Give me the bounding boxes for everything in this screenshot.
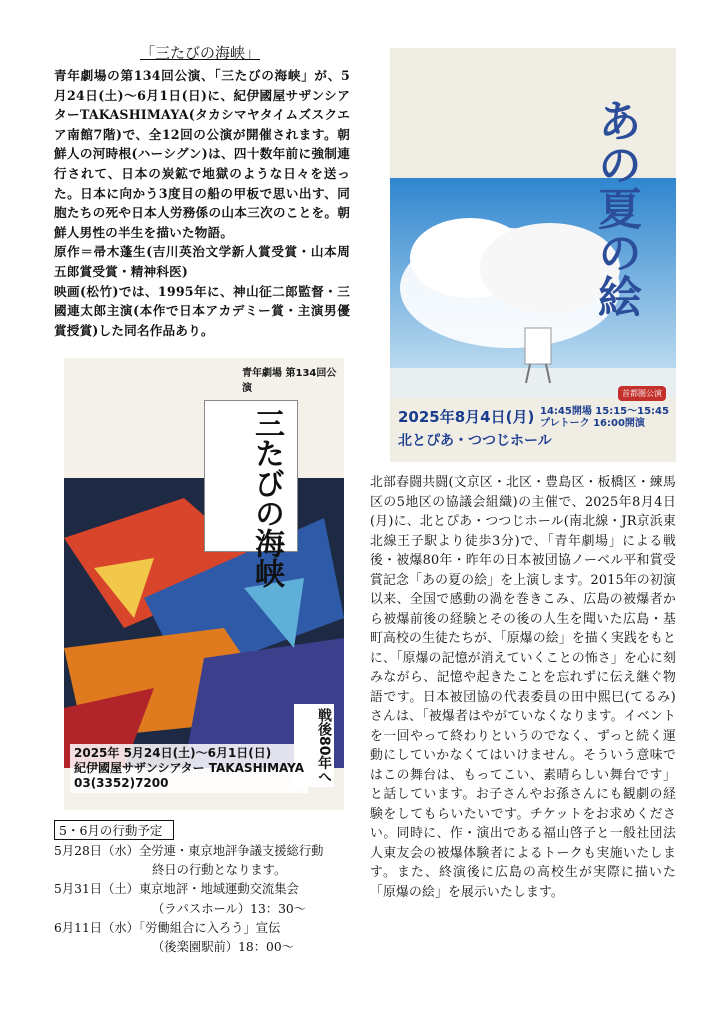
poster-side-banner: 戦後80年へ [294,704,334,787]
article-heading: 「三たびの海峡」 [140,44,261,62]
schedule-row-note: （後楽園駅前）18：00〜 [152,940,294,955]
schedule-row-note: 終日の行動となります。 [152,863,287,878]
poster-date-block [70,744,308,793]
poster-tel: 03(3352)7200 [74,776,169,790]
schedule-row: 5月31日（土）東京地評・地域運動交流集会 [54,882,299,897]
poster2-date: 2025年8月4日(月) [398,408,535,426]
poster2-badge: 首都圏公演 [618,386,666,401]
poster2-hall: 北とぴあ・つつじホール [398,433,552,449]
schedule-row: 6月11日（水）「労働組合に入ろう」宣伝 [54,920,281,935]
poster-venue: 紀伊國屋サザンシアター TAKASHIMAYA [74,761,304,775]
poster2-times: 14:45開場 15:15〜15:45 プレトーク 16:00開演 [540,406,669,429]
schedule-row-note: （ラパスホール）13：30〜 [152,901,307,916]
article-film: 映画(松竹)では、1995年に、神山征二郎監督・三國連太郎主演(本作で日本アカデミー賞・主演男優賞授賞)した同名作品あり。 [54,283,350,338]
poster-title: 三たびの海峡 [249,408,284,588]
poster-ano-natsu [390,48,676,462]
poster2-title: あの夏の絵 [590,98,641,318]
schedule-row: 5月28日（水）全労連・東京地評争議支援総行動 [54,844,324,858]
poster-date: 2025年 5月24日(土)〜6月1日(日) [74,746,272,760]
schedule-heading: 5・6月の行動予定 [54,820,174,840]
article-source: 原作＝帚木蓬生(吉川英治文学新人賞受賞・山本周五郎賞受賞・精神科医) [54,244,350,279]
article2-body: 北部春闘共闘(文京区・北区・豊島区・板橋区・練馬区の5地区の協議会組織)の主催で、2025年8月4日(月)に、北とぴあ・つつじホール(南北線・JR京浜東北線王子駅より徒歩3分)で、「青年劇場」による戦後・被爆80年・昨年の日本被団協ノーベル平和賞受賞記念「あの夏の絵」を上演します。2015年の初演以来、全国で感動の渦を巻きこみ、広島の被爆者から被爆前後の経験とその後の人生を聞いた広島・基町高校の生徒たちが、「原爆の絵」を描く実践をもとに、「原爆の記憶が消えていくことの怖さ」を心に刻みながら、記憶や起きたことを忘れずに伝え継ぐ物語です。日本被団協の代表委員の田中熙巳(てるみ)さんは、「被爆者はやがていなくなります。イベントを一回やって終わりというのでなく、ずっと続く運動にしていかなくてはいけません。そういう意味ではこの舞台は、もってこい、素晴らしい舞台です」と話しています。お子さんやお孫さんにも観劇の経験をしてもらいたいです。チケットをお求めください。同時に、作・演出である福山啓子と一般社団法人東友会の被爆体験者によるトークも実施いたします。また、終演後に広島の高校生が実際に描いた「原爆の絵」を展示いたします。 [370,475,676,900]
schedule-list [54,842,364,957]
article-intro: 青年劇場の第134回公演、「三たびの海峡」が、5月24日(土)〜6月1日(日)に、紀伊國屋サザンシアターTAKASHIMAYA(タカシマヤタイムズスクエア南館7階)で、全12回の公演が開催されます。朝鮮人の河時根(ハーシグン)は、四十数年前に強制連行されて、日本の炭鉱で地獄のような日々を送った。日本に向かう3度目の船の甲板で思い出す、同胞たちの死や日本人労務係の山本三次のことを。朝鮮人男性の半生を描いた物語。 [54,68,350,240]
poster-mitabi [64,358,344,810]
article-body [54,66,350,340]
poster-company: 青年劇場 第134回公演 [242,368,337,394]
